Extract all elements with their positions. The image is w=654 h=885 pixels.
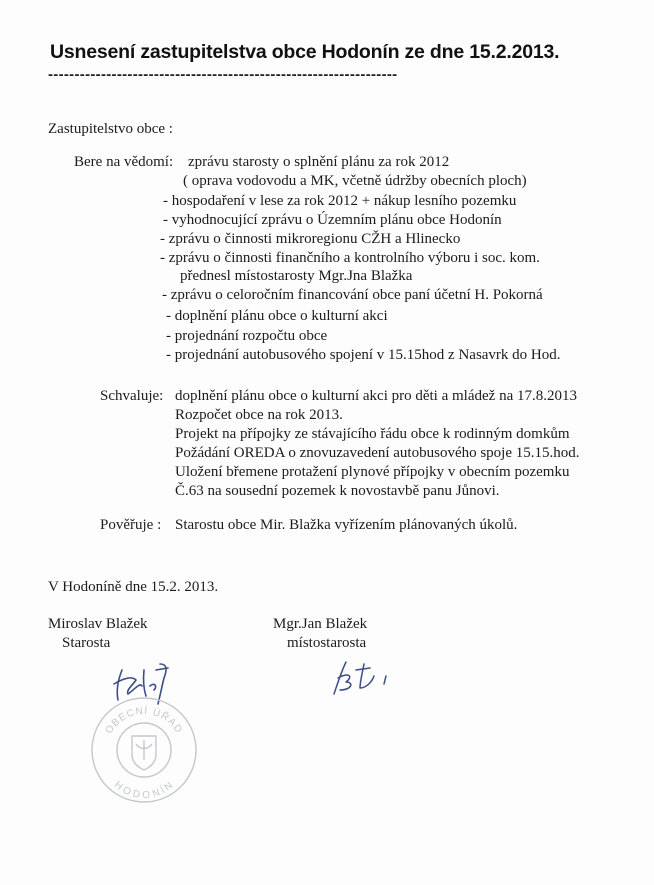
- mayor-name: Miroslav Blažek: [48, 616, 148, 632]
- noted-line: - zprávu o celoročním financování obce paní účetní H. Pokorná: [162, 287, 543, 303]
- deputy-role: místostarosta: [287, 635, 367, 651]
- noted-line: - hospodaření v lese za rok 2012 + nákup lesního pozemku: [163, 193, 517, 209]
- noted-line: zprávu starosty o splnění plánu za rok 2012: [188, 154, 450, 170]
- municipal-stamp: [88, 694, 200, 806]
- stamp-text-bottom: HODONÍN: [111, 779, 177, 802]
- mayor-role: Starosta: [62, 635, 111, 651]
- noted-label: Bere na vědomí:: [74, 154, 174, 170]
- noted-line: ( oprava vodovodu a MK, včetně údržby obecních ploch): [183, 173, 527, 189]
- noted-line: - zprávu o činnosti finančního a kontrolního výboru i soc. kom.: [160, 250, 540, 266]
- entrusted-text: Starostu obce Mir. Blažka vyřízením plánovaných úkolů.: [175, 517, 518, 533]
- deputy-signature: [328, 658, 394, 698]
- noted-line: - doplnění plánu obce o kulturní akci: [166, 308, 388, 324]
- noted-line: - projednání rozpočtu obce: [166, 328, 328, 344]
- intro-line: Zastupitelstvo obce :: [48, 121, 173, 137]
- stamp-text-top: OBECNÍ ÚŘAD: [103, 705, 185, 736]
- approved-line: Projekt na přípojky ze stávajícího řádu obce k rodinným domkům: [175, 426, 570, 442]
- place-date: V Hodoníně dne 15.2. 2013.: [48, 579, 219, 595]
- noted-line: - projednání autobusového spojení v 15.15hod z Nasavrk do Hod.: [166, 347, 561, 363]
- noted-line: - zprávu o činnosti mikroregionu CŽH a Hlinecko: [160, 231, 461, 247]
- approved-label: Schvaluje:: [100, 388, 164, 404]
- approved-line: Č.63 na sousední pozemek k novostavbě panu Jůnovi.: [175, 483, 500, 499]
- approved-line: doplnění plánu obce o kulturní akci pro děti a mládež na 17.8.2013: [175, 388, 577, 404]
- noted-line: - vyhodnocující zprávu o Územním plánu obce Hodonín: [163, 212, 502, 228]
- document-title: Usnesení zastupitelstva obce Hodonín ze dne 15.2.2013.: [50, 41, 560, 63]
- deputy-name: Mgr.Jan Blažek: [273, 616, 368, 632]
- approved-line: Uložení břemene protažení plynové přípojky v obecním pozemku: [175, 464, 570, 480]
- entrusted-label: Pověřuje :: [100, 517, 162, 533]
- approved-line: Požádání OREDA o znovuzavedení autobusového spoje 15.15.hod.: [175, 445, 580, 461]
- title-underline: ------------------------------------------------------------------: [48, 66, 398, 83]
- approved-line: Rozpočet obce na rok 2013.: [175, 407, 343, 423]
- noted-line: přednesl místostarosty Mgr.Jna Blažka: [180, 268, 413, 284]
